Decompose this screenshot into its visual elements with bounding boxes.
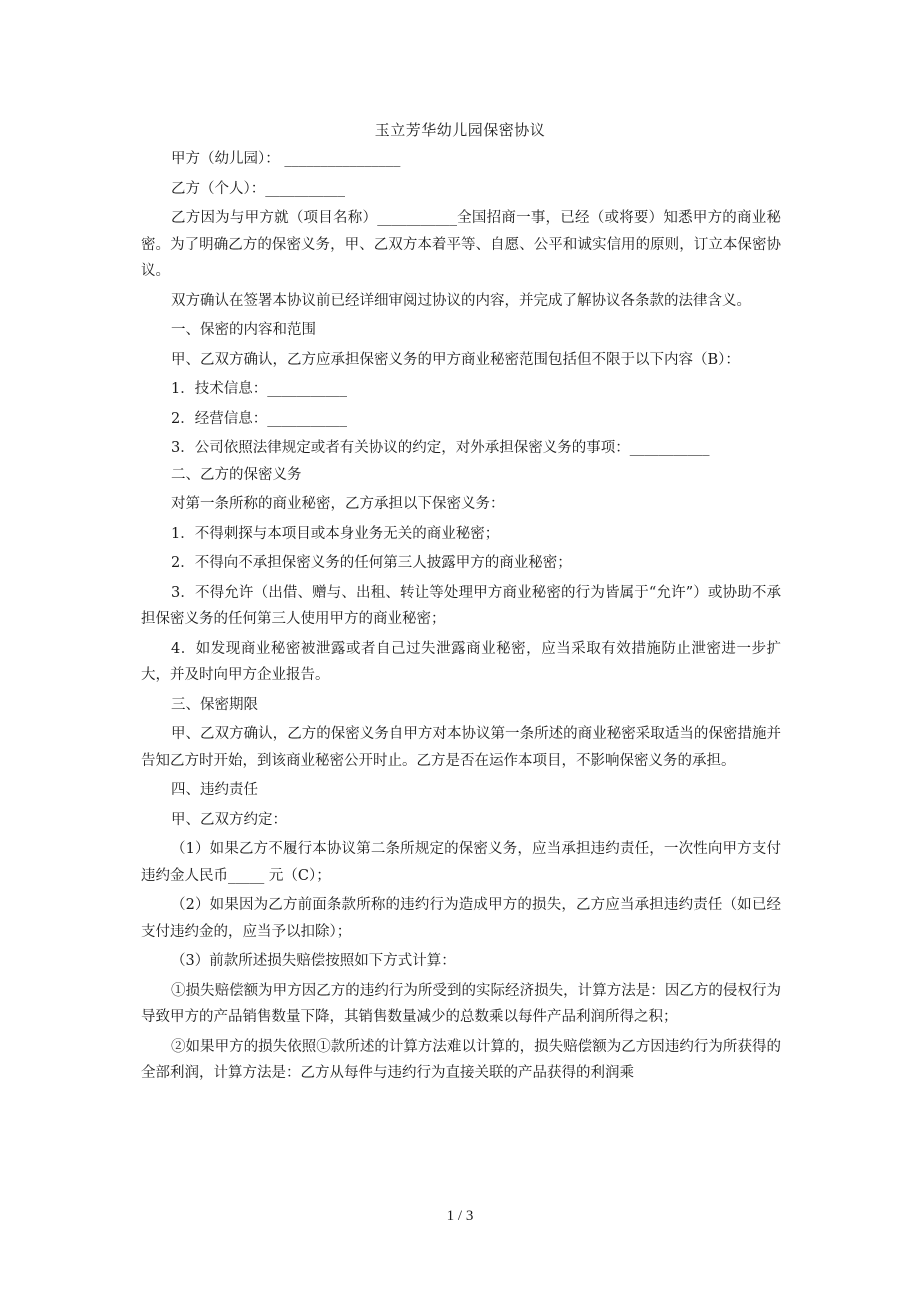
- clause-paragraph: （2）如果因为乙方前面条款所称的违约行为造成甲方的损失，乙方应当承担违约责任（如已经支付违约金的，应当予以扣除）；: [141, 897, 781, 940]
- list-item: 4．如发现商业秘密被泄露或者自己过失泄露商业秘密，应当采取有效措施防止泄密进一步扩大，并及时向甲方企业报告。: [141, 640, 781, 683]
- section-3-paragraph: 甲、乙双方确认，乙方的保密义务自甲方对本协议第一条所述的商业秘密采取适当的保密措施并告知乙方时开始，到该商业秘密公开时止。乙方是否在运作本项目，不影响保密义务的承担。: [141, 726, 781, 769]
- list-item: 1．不得刺探与本项目或本身业务无关的商业秘密；: [171, 525, 500, 542]
- list-item: 1．技术信息：___________: [171, 381, 347, 397]
- clause-paragraph: （1）如果乙方不履行本协议第二条所规定的保密义务，应当承担违约责任，一次性向甲方支付违约金人民币_____ 元（C）；: [141, 841, 781, 884]
- section-heading-2: 二、乙方的保密义务: [171, 466, 302, 483]
- list-item: 2．经营信息：___________: [171, 410, 347, 427]
- section-heading-1: 一、保密的内容和范围: [171, 322, 316, 338]
- page-number: 1 / 3: [446, 1208, 474, 1224]
- section-1-paragraph: 甲、乙双方确认，乙方应承担保密义务的甲方商业秘密范围包括但不限于以下内容（B）：: [171, 351, 740, 368]
- list-item: 3．不得允许（出借、赠与、出租、转让等处理甲方商业秘密的行为皆属于“允许”）或协助不承担保密义务的任何第三人使用甲方的商业秘密；: [141, 584, 781, 627]
- document-body: [141, 146, 781, 1087]
- section-2-intro: 对第一条所称的商业秘密，乙方承担以下保密义务：: [171, 496, 505, 512]
- section-heading-4: 四、违约责任: [171, 782, 258, 798]
- clause-paragraph: （3）前款所述损失赔偿按照如下方式计算：: [171, 953, 456, 969]
- section-4-intro: 甲、乙双方约定：: [171, 811, 287, 828]
- list-item: 3．公司依照法律规定或者有关协议的约定，对外承担保密义务的事项：___________: [171, 440, 710, 456]
- party-a-line: 甲方（幼儿园）： ________________: [171, 151, 401, 167]
- confirmation-paragraph: 双方确认在签署本协议前已经详细审阅过协议的内容，并完成了解协议各条款的法律含义。: [171, 292, 751, 309]
- clause-paragraph: ②如果甲方的损失依照①款所述的计算方法难以计算的，损失赔偿额为乙方因违约行为所获得的全部利润，计算方法是：乙方从每件与违约行为直接关联的产品获得的利润乘: [141, 1038, 781, 1081]
- party-b-line: 乙方（个人）：___________: [171, 180, 345, 197]
- section-heading-3: 三、保密期限: [171, 696, 258, 713]
- document-title: 玉立芳华幼儿园保密协议: [374, 121, 546, 139]
- clause-paragraph: ①损失赔偿额为甲方因乙方的违约行为所受到的实际经济损失，计算方法是：因乙方的侵权行为导致甲方的产品销售数量下降，其销售数量减少的总数乘以每件产品利润所得之积；: [141, 982, 781, 1025]
- list-item: 2．不得向不承担保密义务的任何第三人披露甲方的商业秘密；: [171, 555, 572, 571]
- preamble-paragraph: 乙方因为与甲方就（项目名称）___________全国招商一事，已经（或将要）知悉甲方的商业秘密。为了明确乙方的保密义务，甲、乙双方本着平等、自愿、公平和诚实信用的原则，订立本保密协议。: [141, 210, 781, 279]
